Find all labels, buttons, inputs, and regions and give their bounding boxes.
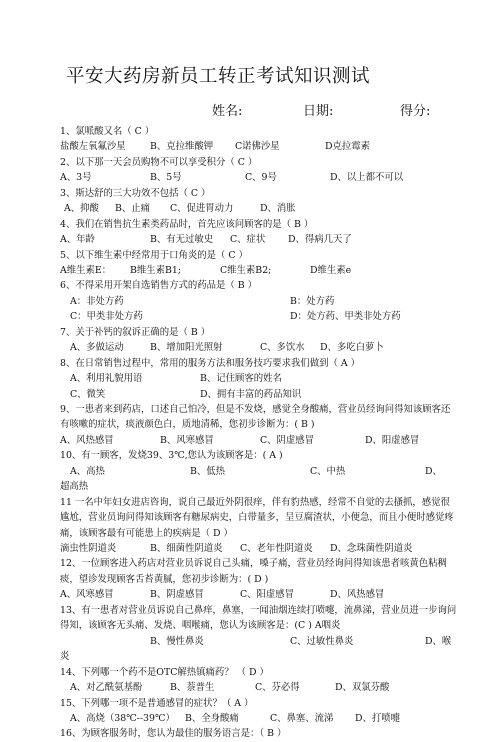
answer-options-row — [60, 309, 458, 324]
question-text: 2、以下那一天会员购物不可以享受积分（ C ） — [60, 156, 258, 168]
question-text: 13、有一患者对营业员诉说自己鼻痒，鼻塞，一闻油烟连续打喷嚏，流鼻涕，营业员进一步询问得知，该顾客无头痛、发烧、咽喉痛，您认为该顾客是：(C ) A咽炎 — [60, 604, 457, 632]
answer-option: A、对乙酰氨基酚 — [70, 682, 143, 694]
answer-option: D、得病几天了 — [288, 234, 352, 246]
answer-options-row — [60, 634, 458, 649]
answer-option: C、微笑 — [70, 388, 106, 400]
page-title: 平安大药房新员工转正考试知识测试 — [66, 66, 371, 87]
answer-options-row — [60, 464, 458, 479]
answer-options-row — [60, 294, 458, 309]
question-list — [60, 124, 458, 742]
answer-options-row — [60, 433, 458, 448]
date-label: 日期: — [303, 104, 334, 119]
answer-option: D、风热感冒 — [330, 589, 385, 601]
answer-option: D、消胀 — [260, 203, 296, 215]
answer-option: B、记住顾客的姓名 — [200, 373, 282, 385]
answer-option: A、高烧（38℃--39℃） — [70, 712, 175, 724]
answer-option: C、阳虚感冒 — [240, 589, 295, 601]
answer-option: B、止痛 — [115, 203, 151, 215]
answer-option: B、有无过敏史 — [150, 234, 214, 246]
answer-option: B维生素B1; — [130, 265, 182, 277]
answer-option: D、念珠菌性阴道炎 — [330, 543, 413, 555]
answer-option: A、高热 — [70, 465, 105, 477]
answer-option: A、利用礼貌用语 — [70, 373, 143, 385]
answer-options-row — [60, 232, 458, 247]
answer-option: D维生素e — [310, 265, 352, 277]
answer-option: A、风寒感冒 — [60, 589, 114, 601]
answer-option: C维生素B2; — [220, 265, 272, 277]
answer-option: D、以上都不可以 — [330, 172, 404, 184]
answer-option: B、增加阳光照射 — [150, 342, 223, 354]
answer-options-row — [60, 541, 458, 556]
answer-options-row — [60, 387, 458, 402]
answer-options-row — [60, 201, 458, 216]
answer-option: A、3号 — [60, 172, 92, 184]
question-text: 3、斯达舒的三大功效不包括（ C ） — [60, 187, 211, 199]
answer-option: C：甲类非处方药 — [70, 311, 143, 323]
question-text: 9、一患者来到药店，口述自己怕冷，但是不发烧，感觉全身酸痛，营业员经询问得知该顾客还有咳嗽的症状，痰液颜色白，质地清稀，您初步诊断为：( B ) — [60, 404, 451, 431]
answer-option: B、5号 — [150, 172, 182, 184]
answer-option: D、 — [425, 465, 442, 477]
question-text: 16、为顾客服务时，您认为最佳的服务语言是：（ B ） — [60, 728, 287, 740]
answer-option: D、阳虚感冒 — [365, 434, 420, 446]
answer-option: C、多饮水 — [260, 342, 305, 354]
answer-option: C诺佛沙星 — [235, 141, 280, 153]
answer-option: C、症状 — [230, 234, 266, 246]
answer-option: B、慢性鼻炎 — [150, 635, 204, 647]
answer-option: B：处方药 — [290, 295, 335, 307]
answer-options-row — [60, 170, 458, 185]
answer-option: B、克拉维酸钾 — [150, 141, 214, 153]
question-text: 8、在日常销售过程中，常用的服务方法和服务技巧要求我们做到（ A ） — [60, 357, 360, 369]
answer-option: A：非处方药 — [70, 295, 124, 307]
question-text: 1、氯哌酸又名（ C ） — [60, 126, 155, 137]
answer-options-row — [60, 263, 458, 278]
answer-option: C、阴虚感冒 — [260, 434, 315, 446]
answer-option: D、拥有丰富的药品知识 — [200, 388, 302, 400]
answer-options-row — [60, 711, 458, 726]
name-label: 姓名: — [212, 104, 243, 119]
question-text: 10、有一顾客，发烧39、3℃,您认为该顾客是：( A ) — [60, 450, 283, 462]
question-text: 炎 — [60, 651, 70, 663]
question-text: 超高热 — [60, 481, 89, 493]
answer-option: D、双氯芬酸 — [335, 682, 390, 694]
answer-option: 滴虫性阴道炎 — [60, 543, 117, 555]
answer-options-row — [60, 340, 458, 355]
answer-option: 盐酸左氧氟沙星 — [60, 141, 126, 153]
answer-option: A、抑酸 — [64, 203, 99, 215]
answer-option: A维生素E： — [60, 265, 112, 277]
exam-header — [60, 100, 458, 120]
answer-option: D：处方药、甲类非处方药 — [290, 311, 401, 323]
answer-option: C、老年性阴道炎 — [240, 543, 313, 555]
answer-option: A、风热感冒 — [60, 434, 114, 446]
answer-option: D、多吃白萝卜 — [320, 342, 384, 354]
question-text: 5、以下维生素中经常用于口角炎的是（ C ） — [60, 249, 248, 261]
answer-options-row — [60, 371, 458, 386]
answer-option: B、萘普生 — [170, 682, 215, 694]
score-label: 得分: — [400, 104, 431, 119]
answer-option: D、喉 — [425, 635, 452, 647]
answer-option: C、中热 — [310, 465, 346, 477]
answer-option: A、年龄 — [60, 234, 95, 246]
question-text: 4、我们在销售抗生素类药品时，首先应该问顾客的是（ B ） — [60, 218, 314, 230]
answer-option: B、细菌性阴道炎 — [150, 543, 223, 555]
answer-option: B、全身酸痛 — [185, 712, 239, 724]
answer-option: B、阴虚感冒 — [150, 589, 204, 601]
question-text: 6、不得采用开架自选销售方式的药品是（ B ） — [60, 280, 257, 292]
answer-option: A、多做运动 — [70, 342, 124, 354]
answer-options-row — [60, 139, 458, 154]
answer-option: C、9号 — [245, 172, 277, 184]
question-text: 15、下列哪一项不是普通感冒的症状？（ A ） — [60, 697, 254, 709]
answer-option: D克拉霉素 — [325, 141, 371, 153]
answer-option: C、过敏性鼻炎 — [290, 635, 354, 647]
question-text: 7、关于补钙的叙诉正确的是（ B ） — [60, 326, 211, 338]
answer-options-row — [60, 587, 458, 602]
answer-option: D、打喷嚏 — [355, 712, 401, 724]
question-text: 12、一位顾客进入药店对营业员诉说自己头痛，嗓子痛，营业员经询问得知该患者咳黄色粘稠痰，望诊发现顾客舌苔黄腻，您初步诊断为：( D ) — [60, 558, 447, 585]
answer-option: B、低热 — [190, 465, 226, 477]
answer-option: C、促进胃动力 — [170, 203, 234, 215]
question-text: 14、下列哪一个药不是OTC解热镇痛药？ （ D ） — [60, 666, 269, 678]
answer-option: C、芬必得 — [255, 682, 300, 694]
question-text: 11 一名中年妇女进店咨询，说自己最近外阴很痒，伴有豹热感，经常不自觉的去搔抓，感觉很尴尬，营业员询问得知该顾客有糖尿病史，白带量多，呈豆腐渣状，小便急，而且小便时感觉疼痛，该顾客最有可能患上的疾病是（ D ） — [60, 496, 454, 539]
answer-options-row — [60, 680, 458, 695]
answer-option: C、鼻塞、流涕 — [270, 712, 334, 724]
answer-option: B、风寒感冒 — [160, 434, 214, 446]
